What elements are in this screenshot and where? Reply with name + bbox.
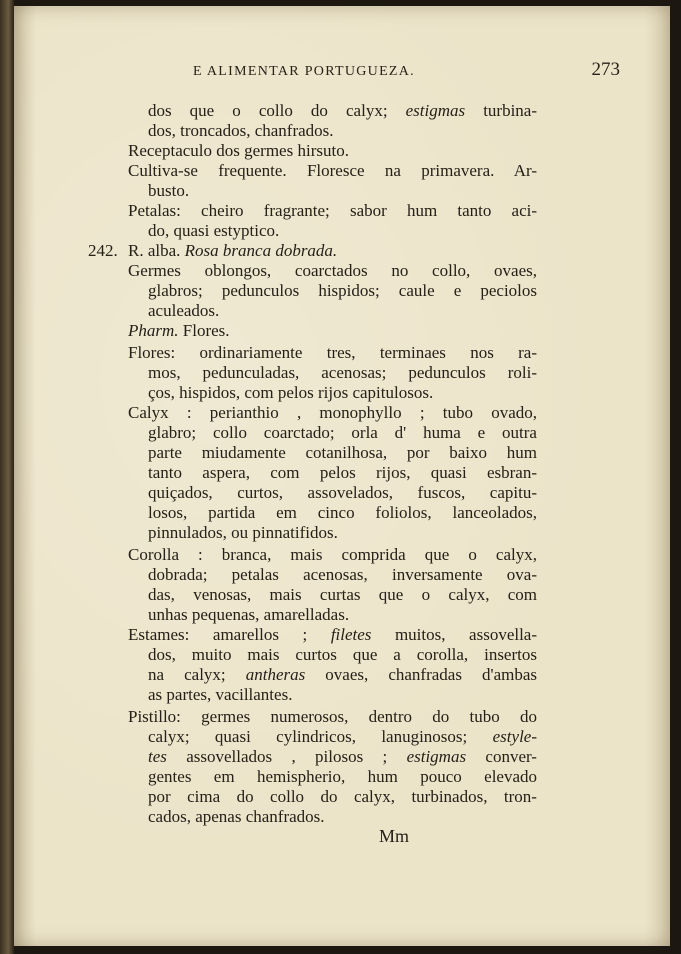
text-span: Pistillo: germes numerosos, dentro do tubo do [128, 707, 538, 726]
text-span: glabros; pedunculos hispidos; caule e peciolos [148, 281, 538, 300]
text-line [128, 320, 230, 341]
text-span: conver- [466, 747, 537, 766]
text-line [148, 726, 537, 747]
text-span: tanto aspera, com pelos rijos, quasi esbran- [148, 463, 537, 482]
text-span: turbina- [465, 101, 538, 120]
text-span: unhas pequenas, amarelladas. [148, 605, 350, 624]
text-span: dos, muito mais curtos que a corolla, insertos [148, 645, 537, 664]
text-line [128, 342, 537, 363]
text-span: quiçados, curtos, assovelados, fuscos, capitu- [148, 483, 537, 502]
text-line [148, 786, 537, 807]
text-line [148, 280, 537, 301]
text-line [148, 100, 537, 121]
italic-text: estigmas [406, 747, 467, 766]
signature-mark: Mm [379, 826, 410, 846]
text-span: muitos, assovella- [371, 625, 538, 644]
text-line [148, 382, 433, 403]
italic-text: filetes [330, 625, 372, 644]
text-line [148, 362, 537, 383]
text-span: pinnulados, ou pinnatifidos. [148, 523, 338, 542]
text-span: ovaes, chanfradas d'ambas [305, 665, 538, 684]
text-line [148, 502, 537, 523]
text-line [128, 200, 537, 221]
italic-text: estyle- [492, 727, 537, 746]
text-line [148, 300, 219, 321]
text-line [148, 422, 537, 443]
text-span: das, venosas, mais curtas que o calyx, com [148, 585, 538, 604]
text-span: Estames: amarellos ; [128, 625, 331, 644]
text-span: por cima do collo do calyx, turbinados, tron- [148, 787, 537, 806]
text-line [148, 604, 349, 625]
text-span: assovellados , pilosos ; [166, 747, 407, 766]
italic-text: Rosa branca dobrada. [184, 241, 338, 260]
text-span: Germes oblongos, coarctados no collo, ovaes, [128, 261, 537, 280]
text-span: busto. [148, 181, 190, 200]
text-span: do, quasi estyptico. [148, 221, 280, 240]
text-line [148, 220, 279, 241]
text-line [148, 806, 325, 827]
text-span: na calyx; [148, 665, 246, 684]
text-line [148, 766, 537, 787]
text-span: as partes, vacillantes. [148, 685, 293, 704]
text-span: calyx; quasi cylindricos, lanuginosos; [148, 727, 493, 746]
text-line [128, 160, 537, 181]
text-span: dos que o collo do calyx; [148, 101, 406, 120]
text-line [128, 260, 537, 281]
text-span: cados, apenas chanfrados. [148, 807, 325, 826]
page-number: 273 [591, 59, 620, 80]
text-span: dos, troncados, chanfrados. [148, 121, 334, 140]
text-span: losos, partida em cinco foliolos, lanceolados, [148, 503, 537, 522]
text-line [148, 180, 189, 201]
text-span: Petalas: cheiro fragrante; sabor hum tanto aci- [128, 201, 538, 220]
text-line [128, 544, 537, 565]
running-head-title: E ALIMENTAR PORTUGUEZA. [193, 64, 415, 79]
text-line [148, 684, 292, 705]
text-span: dobrada; petalas acenosas, inversamente ova- [148, 565, 538, 584]
text-line [148, 462, 537, 483]
text-line [148, 664, 537, 685]
text-span: aculeados. [148, 301, 220, 320]
italic-text: tes [148, 747, 167, 766]
text-line [128, 240, 337, 261]
text-line [148, 644, 537, 665]
text-span: Flores. [178, 321, 230, 340]
text-span: mos, pedunculadas, acenosas; pedunculos roli- [148, 363, 537, 382]
text-span: ços, hispidos, com pelos rijos capitulosos. [148, 383, 434, 402]
text-span: gentes em hemispherio, hum pouco elevado [148, 767, 538, 786]
text-line [148, 482, 537, 503]
italic-text: antheras [245, 665, 306, 684]
italic-text: estigmas [405, 101, 466, 120]
text-span: R. alba. [128, 241, 185, 260]
text-span: Calyx : perianthio , monophyllo ; tubo ovado, [128, 403, 538, 422]
text-line [148, 564, 537, 585]
text-span: glabro; collo coarctado; orla d' huma e outra [148, 423, 537, 442]
text-line [148, 746, 537, 767]
text-line [128, 624, 537, 645]
text-line [148, 442, 537, 463]
text-line [128, 706, 537, 727]
text-line [148, 522, 338, 543]
text-span: Flores: ordinariamente tres, terminaes nos ra- [128, 343, 537, 362]
text-line [148, 584, 537, 605]
italic-text: Pharm. [128, 321, 179, 340]
text-span: Cultiva-se frequente. Floresce na primavera. Ar- [128, 161, 538, 180]
text-line [148, 120, 334, 141]
text-line [128, 402, 537, 423]
entry-number: 242. [88, 241, 118, 260]
text-span: Receptaculo dos germes hirsuto. [128, 141, 349, 160]
text-span: parte miudamente cotanilhosa, por baixo hum [148, 443, 537, 462]
text-line [128, 140, 349, 161]
text-span: Corolla : branca, mais comprida que o calyx, [128, 545, 537, 564]
